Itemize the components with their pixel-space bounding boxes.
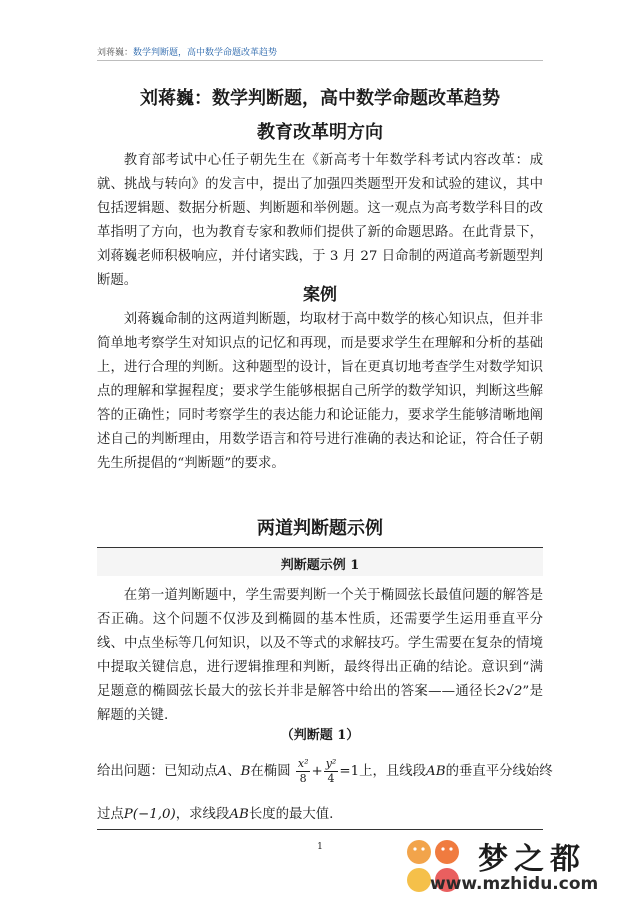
problem-text: 过点	[97, 807, 124, 822]
problem-label: （判断题 1）	[280, 728, 360, 743]
page-number: 1	[317, 842, 323, 852]
example-title: 判断题示例 1	[280, 558, 360, 573]
math-var: AB	[229, 807, 249, 822]
example-paragraph	[97, 584, 543, 728]
problem-text: 长度的最大值.	[248, 807, 334, 822]
math-var: AB	[426, 764, 446, 779]
problem-text: ，求线段	[175, 807, 230, 822]
watermark-url: www.mzhidu.com	[430, 874, 599, 894]
watermark-logo: 梦之都	[478, 842, 586, 877]
math-point: P(−1,0)	[123, 807, 176, 822]
watermark-bubble-icon	[407, 868, 431, 892]
problem-text: 的垂直平分线始终	[445, 764, 553, 779]
example-title-band	[97, 547, 543, 576]
math-var: B	[240, 764, 251, 779]
header-author: 刘蒋巍：	[97, 48, 134, 58]
running-header	[97, 45, 543, 58]
math-equals: =1	[339, 764, 360, 779]
watermark-bubble-icon	[407, 840, 431, 864]
header-topic: 数学判断题，高中数学命题改革趋势	[133, 48, 278, 58]
fraction-x	[296, 757, 311, 786]
footer-divider	[97, 829, 543, 830]
fraction-denominator: 4	[327, 772, 335, 785]
document-title: 刘蒋巍：数学判断题，高中数学命题改革趋势	[140, 88, 500, 109]
problem-statement-line-1	[97, 757, 553, 786]
example-paragraph-end: ”是解题的关键.	[97, 684, 543, 723]
math-expression: 2√2	[496, 684, 523, 699]
fraction-numerator: y²	[325, 757, 337, 770]
math-operator: +	[311, 764, 323, 779]
problem-text: 在椭圆	[250, 764, 291, 779]
problem-text: 给出问题：已知动点	[97, 764, 218, 779]
section-paragraph-reform: 教育部考试中心任子朝先生在《新高考十年数学科考试内容改革：成就、挑战与转向》的发言中，提出了加强四类题型开发和试验的建议，其中包括逻辑题、数据分析题、判断题和举例题。这一观点为高考数学科目的改革指明了方向，也为教育专家和教师们提供了新的命题思路。在此背景下，刘蒋巍老师积极响应，并付诸实践，于 3 月 27 日命制的两道高考新题型判断题。	[97, 153, 543, 288]
header-divider	[97, 60, 543, 61]
fraction-denominator: 8	[299, 772, 307, 785]
section-heading-reform: 教育改革明方向	[257, 122, 383, 143]
section-heading-examples: 两道判断题示例	[257, 518, 383, 539]
watermark-bubble-icon	[435, 840, 459, 864]
fraction-numerator: x²	[297, 757, 309, 770]
math-var: A	[217, 764, 228, 779]
section-heading-case: 案例	[303, 285, 337, 305]
section-paragraph-case: 刘蒋巍命制的这两道判断题，均取材于高中数学的核心知识点，但并非简单地考察学生对知识点的记忆和再现，而是要求学生在理解和分析的基础上，进行合理的判断。这种题型的设计，旨在更真切地考查学生对数学知识点的理解和掌握程度；要求学生能够根据自己所学的数学知识，判断这些解答的正确性；同时考察学生的表达能力和论证能力，要求学生能够清晰地阐述自己的判断理由，用数学语言和符号进行准确的表达和论证，符合任子朝先生所提倡的“判断题”的要求。	[97, 312, 543, 471]
example-paragraph-text: 在第一道判断题中，学生需要判断一个关于椭圆弦长最值问题的解答是否正确。这个问题不仅涉及到椭圆的基本性质，还需要学生运用垂直平分线、中点坐标等几何知识，以及不等式的求解技巧。学生需要在复杂的情境中提取关键信息，进行逻辑推理和判断，最终得出正确的结论。意识到“满足题意的椭圆弦长最大的弦长并非是解答中给出的答案——通径长	[97, 588, 543, 699]
problem-text: 上，且线段	[359, 764, 427, 779]
fraction-y	[324, 757, 339, 786]
problem-statement-line-2	[97, 803, 543, 822]
problem-text: 、	[227, 764, 241, 779]
